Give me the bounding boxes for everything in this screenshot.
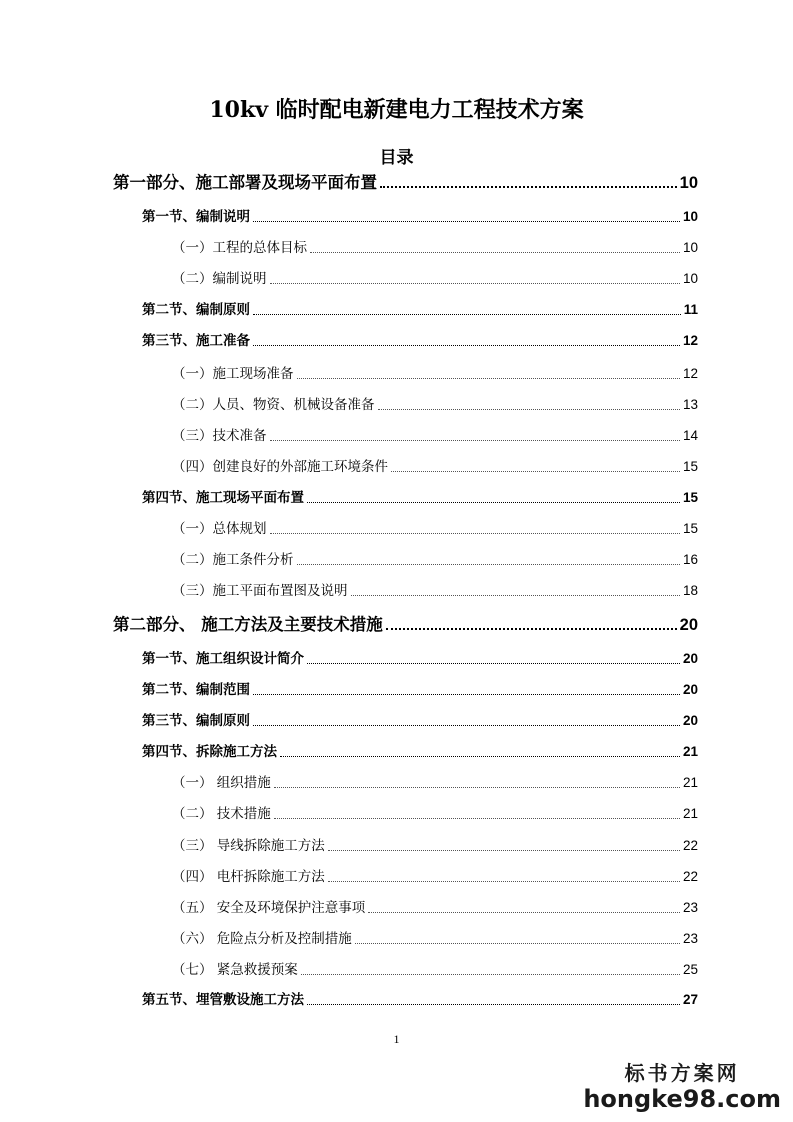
toc-entry-text: （二）施工条件分析 (172, 552, 294, 568)
toc-entry[interactable] (172, 238, 698, 258)
toc-leader-dots (270, 440, 680, 441)
document-title: 10kv 临时配电新建电力工程技术方案 (209, 97, 584, 123)
toc-leader-dots (297, 564, 680, 565)
toc-entry[interactable] (172, 426, 698, 446)
toc-entry[interactable] (113, 172, 698, 194)
toc-entry-page: 15 (682, 490, 698, 505)
toc-entry-text: 第一部分、施工部署及现场平面布置 (113, 173, 377, 192)
toc-entry-text: 第四节、拆除施工方法 (142, 744, 277, 760)
toc-entry-page: 10 (682, 240, 698, 255)
toc-leader-dots (280, 756, 680, 757)
toc-entry[interactable] (172, 960, 698, 980)
toc-entry-text: 第一节、施工组织设计简介 (142, 651, 304, 667)
toc-leader-dots (368, 912, 680, 913)
toc-entry[interactable] (142, 488, 698, 508)
toc-entry-page: 15 (682, 521, 698, 536)
toc-entry-page: 22 (682, 838, 698, 853)
toc-entry[interactable] (142, 649, 698, 669)
toc-leader-dots (274, 787, 680, 788)
toc-entry-text: 第二节、编制原则 (142, 302, 250, 318)
toc-entry-page: 11 (683, 302, 698, 317)
toc-entry-page: 23 (682, 931, 698, 946)
toc-entry-page: 12 (682, 366, 698, 381)
toc-entry-text: 第三节、编制原则 (142, 713, 250, 729)
toc-leader-dots (253, 694, 680, 695)
toc-entry-page: 10 (679, 174, 698, 192)
toc-entry-page: 18 (682, 583, 698, 598)
toc-leader-dots (274, 818, 680, 819)
toc-leader-dots (307, 663, 680, 664)
toc-leader-dots (270, 283, 680, 284)
toc-entry[interactable] (142, 742, 698, 762)
toc-entry-text: （三）技术准备 (172, 428, 267, 444)
toc-entry-page: 20 (682, 682, 698, 697)
toc-entry-text: （四）创建良好的外部施工环境条件 (172, 459, 388, 475)
toc-entry[interactable] (172, 929, 698, 949)
toc-leader-dots (297, 378, 680, 379)
toc-entry[interactable] (142, 680, 698, 700)
site-watermark (583, 1057, 781, 1112)
toc-entry[interactable] (142, 207, 698, 227)
toc-entry-page: 10 (682, 209, 698, 224)
toc-leader-dots (328, 850, 680, 851)
toc-entry-page: 10 (682, 271, 698, 286)
toc-entry[interactable] (172, 898, 698, 918)
toc-entry[interactable] (172, 581, 698, 601)
toc-entry[interactable] (172, 395, 698, 415)
toc-entry-text: （一） 组织措施 (172, 775, 271, 791)
page-number: 1 (393, 1032, 400, 1046)
toc-leader-dots (301, 974, 680, 975)
toc-entry-page: 21 (682, 806, 698, 821)
toc-entry-text: （三）施工平面布置图及说明 (172, 583, 348, 599)
toc-leader-dots (310, 252, 680, 253)
toc-entry-page: 21 (682, 775, 698, 790)
toc-leader-dots (253, 345, 680, 346)
toc-entry[interactable] (172, 773, 698, 793)
toc-entry-page: 12 (682, 333, 698, 348)
toc-entry-text: 第五节、埋管敷设施工方法 (142, 992, 304, 1008)
toc-entry[interactable] (172, 867, 698, 887)
toc-entry[interactable] (113, 614, 698, 636)
toc-leader-dots (380, 186, 677, 188)
toc-entry-page: 23 (682, 900, 698, 915)
toc-entry-text: （一）施工现场准备 (172, 366, 294, 382)
toc-leader-dots (307, 502, 680, 503)
toc-entry-page: 21 (682, 744, 698, 759)
toc-entry[interactable] (172, 269, 698, 289)
toc-entry[interactable] (172, 364, 698, 384)
toc-heading: 目录 (379, 148, 414, 168)
toc-entry-page: 20 (679, 616, 698, 634)
toc-entry[interactable] (142, 300, 698, 320)
toc-entry[interactable] (172, 519, 698, 539)
toc-entry-page: 14 (682, 428, 698, 443)
toc-leader-dots (253, 221, 680, 222)
toc-entry[interactable] (172, 804, 698, 824)
toc-leader-dots (391, 471, 680, 472)
toc-entry-page: 15 (682, 459, 698, 474)
toc-entry-text: （六） 危险点分析及控制措施 (172, 931, 352, 947)
toc-entry-text: （五） 安全及环境保护注意事项 (172, 900, 366, 916)
watermark-site-name: 标书方案网 (624, 1061, 740, 1085)
toc-entry-page: 27 (682, 992, 698, 1007)
toc-entry-text: 第三节、施工准备 (142, 333, 250, 349)
toc-entry-page: 20 (682, 713, 698, 728)
watermark-url: hongke98.com (583, 1085, 781, 1113)
toc-entry-page: 13 (682, 397, 698, 412)
toc-leader-dots (270, 533, 680, 534)
toc-entry-page: 20 (682, 651, 698, 666)
toc-leader-dots (386, 628, 677, 630)
toc-entry-page: 16 (682, 552, 698, 567)
toc-entry-text: 第二节、编制范围 (142, 682, 250, 698)
toc-leader-dots (328, 881, 680, 882)
toc-entry-page: 22 (682, 869, 698, 884)
toc-entry[interactable] (142, 331, 698, 351)
toc-leader-dots (253, 725, 680, 726)
toc-entry-text: 第四节、施工现场平面布置 (142, 490, 304, 506)
toc-entry-text: 第一节、编制说明 (142, 209, 250, 225)
toc-entry[interactable] (172, 550, 698, 570)
toc-entry-text: （一）工程的总体目标 (172, 240, 307, 256)
toc-entry-text: （二）人员、物资、机械设备准备 (172, 397, 375, 413)
toc-entry[interactable] (172, 457, 698, 477)
toc-leader-dots (378, 409, 680, 410)
toc-entry-page: 25 (682, 962, 698, 977)
toc-leader-dots (355, 943, 680, 944)
toc-entry[interactable] (142, 990, 698, 1010)
toc-entry-text: （三） 导线拆除施工方法 (172, 838, 325, 854)
toc-entry-text: 第二部分、 施工方法及主要技术措施 (113, 615, 383, 634)
toc-leader-dots (307, 1004, 680, 1005)
toc-leader-dots (351, 595, 680, 596)
toc-entry[interactable] (142, 711, 698, 731)
toc-entry-text: （二） 技术措施 (172, 806, 271, 822)
toc-entry[interactable] (172, 836, 698, 856)
toc-entry-text: （四） 电杆拆除施工方法 (172, 869, 325, 885)
toc-entry-text: （一）总体规划 (172, 521, 267, 537)
toc-entry-text: （二）编制说明 (172, 271, 267, 287)
toc-entry-text: （七） 紧急救援预案 (172, 962, 298, 978)
toc-leader-dots (253, 314, 681, 315)
